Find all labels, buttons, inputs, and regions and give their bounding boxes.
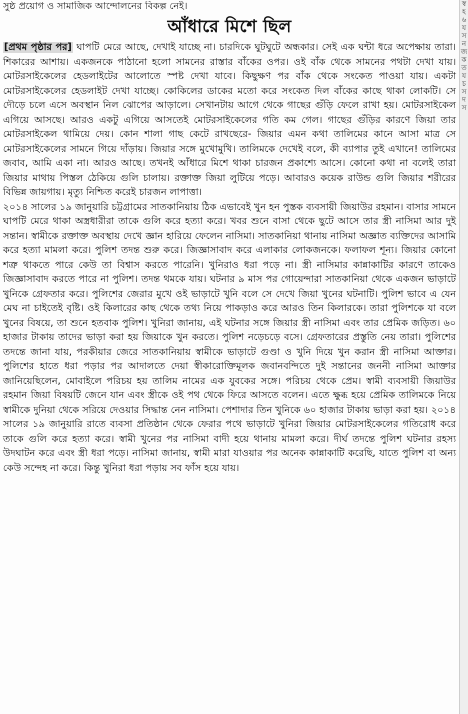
continued-from-label: [প্রথম পৃষ্ঠার পর] [4,42,72,53]
article-paragraph [3,201,456,477]
previous-article-fragment: সুষ্ঠ প্রয়োগ ও সামাজিক আন্দোলনের বিকল্প নেই। [3,1,188,12]
adjacent-column-text: স্ব হ ৬ য স ন জ ক ত য চ স দ স [460,0,468,112]
paragraph-text: ২০১৪ সালের ১৯ জানুয়ারি চট্টগ্রামের সাতকানিয়ায় ঠিক এভাবেই খুন হন পুস্তক ব্যবসায়ী জিয়াউর রহমান। বাসার সামনে ঘাপটি মেরে থাকা অস্ত্রধারীরা তাকে গুলি করে হত্যা করে। খবর শুনে বাসা থেকে ছুটে আসে তার স্ত্রী নাসিমা আর দুই সন্তান। স্বামীকে রক্তাক্ত অবস্থায় দেখে জ্ঞান হারিয়ে ফেলেন নাসিমা। সাতকানিয়া থানায় নাসিমা অজ্ঞাত ব্যক্তিদের আসামি করে হত্যা মামলা করে। পুলিশ তদন্ত শুরু করে। জিজ্ঞাসাবাদ করে এলাকার লোকজনকে। ফলাফল শূন্য। জিয়ার কোনো শত্রু থাকতে পারে কেউ তা বিশ্বাস করতে পারেনি। খুনিরাও ধরা পড়ে না। স্ত্রী নাসিমার কান্নাকাটির কারণে তাকেও জিজ্ঞাসাবাদ করতে পারে না পুলিশ। তদন্ত থমকে যায়। ঘটনার ৯ মাস পর গোয়েন্দারা সাতকানিয়া থেকে একজন ভাড়াটে খুনিকে গ্রেফতার করে। পুলিশের জেরার মুখে ওই ভাড়াটে খুনি বলে সে দেখে জিয়া খুনের ঘটনাটি। পুলিশ ভাবে এ যেন মেঘ না চাইতেই বৃষ্টি। ওই কিলারের কাছ থেকে তথ্য নিয়ে পাকড়াও করে আরও তিন কিলারকে। তারা পুলিশকে যা বলে খুনের বিষয়ে, তা শুনে হতবাক পুলিশ। খুনিরা জানায়, এই ঘটনার সঙ্গে জিয়ার স্ত্রী নাসিমা এবং তার প্রেমিক জড়িত। ৬০ হাজার টাকায় তাদের ভাড়া করা হয় জিয়াকে খুন করতে। পুলিশ নড়েচড়ে বসে। গ্রেফতারের প্রস্তুতি নেয় তারা। পুলিশের তদন্তে জানা যায়, পরকীয়ার জেরে সাতকানিয়ায় স্বামীকে ভাড়াটে গুণ্ডা ও খুনি দিয়ে খুন করান স্ত্রী নাসিমা আক্তার। পুলিশের হাতে ধরা পড়ার পর আদালতে দেয়া স্বীকারোক্তিমূলক জবানবন্দিতে দুই সন্তানের জননী নাসিমা আক্তার জানিয়েছিলেন, মোবাইলে পরিচয় হয় তালিম নামের এক যুবকের সঙ্গে। পরিচয় থেকে প্রেম। স্বামী ব্যবসায়ী জিয়াউর রহমান জিয়া বিষয়টি জেনে যান এবং স্ত্রীকে ওই পথ থেকে ফিরে আসতে বলেন। এতে ক্ষুব্ধ হয়ে প্রেমিক তালিমকে নিয়ে স্বামীকে দুনিয়া থেকে সরিয়ে দেওয়ার সিদ্ধান্ত নেন নাসিমা। পেশাদার তিন খুনিকে ৬০ হাজার টাকায় ভাড়া করা হয়। ২০১৪ সালের ১৯ জানুয়ারি রাতে ব্যবসা প্রতিষ্ঠান থেকে ফেরার পথে ভাড়াটে খুনিরা জিয়ার মোটরসাইকেলের গতিরোধ করে তাকে গুলি করে হত্যা করে। স্বামী খুনের পর নাসিমা বাদী হয়ে থানায় মামলা করে। দীর্ঘ তদন্তে পুলিশ ঘটনার রহস্য উদঘাটন করে এবং স্ত্রী ধরা পড়ে। নাসিমা জানায়, স্বামী মারা যাওয়ার পর অনেক কান্নাকাটি করেছি, যাতে পুলিশ বা অন্য কেউ সন্দেহ না করে। কিন্তু খুনিরা ধরা পড়ায় সব ফাঁস হয়ে যায়। [3,201,456,474]
adjacent-column-edge [459,0,468,714]
article-paragraph [3,41,456,201]
paragraph-text: ঘাপটি মেরে আছে, দেখাই যাচ্ছে না। চারদিকে ঘুটঘুটে অন্ধকার। সেই এক ঘন্টা ধরে অপেক্ষায় তারা। শিকারের আশায়। একজনকে পাঠানো হলো সামনের রাস্তার বাঁকের ওপর। ওই বাঁক থেকে সামনের পথটা দেখা যায়। মোটরসাইকেলের হেডলাইটের আলোতে স্পষ্ট দেখা যাবে। কিছুক্ষণ পর বাঁক থেকে সংকেত পাওয়া যায়। একটা মোটরসাইকেলের হেডলাইট দেখা যাচ্ছে। কোকিলের ডাকের মতো করে সংকেত দিল বাঁকের কাছে থাকা লোকটি। সে দৌড়ে চলে এসে অবস্থান নিল ঝোপের আড়ালে। সেখানটায় আগে থেকে গাছের গুঁড়ি ফেলে রাখা হয়। মোটরসাইকেল এগিয়ে আসছে। আরও একটু এগিয়ে আসতেই মোটরসাইকেলের গতি কম গেল। গাছের গুঁড়ির কারণে জিয়া তার মোটরসাইকেল থামিয়ে দেয়। কোন শালা গাছ কেটে রাখছেরে- জিয়ার এমন কথা তালিমের কানে আসা মাত্র সে মোটরসাইকেলের সামনে গিয়ে দাঁড়ায়। জিয়ার সঙ্গে মুখোমুখি। তালিমকে দেখেই বলে, কী ব্যাপার তুই এখানে! তালিমের জবাব, আমি একা না। আরও আছে। তখনই আঁধারে মিশে থাকা চারজন প্রকাশ্যে আসে। কোনো কথা না বলেই তারা জিয়ার মাথায় পিস্তল ঠেকিয়ে গুলি চালায়। রক্তাক্ত জিয়া লুটিয়ে পড়ে। আবারও কয়েক রাউন্ড গুলি জিয়ার শরীরের বিভিন্ন জায়গায়। মৃত্যু নিশ্চিত করেই চারজন লাপাত্তা। [3,42,456,198]
article-body [3,41,456,476]
article-headline: আঁধারে মিশে ছিল [167,17,292,37]
